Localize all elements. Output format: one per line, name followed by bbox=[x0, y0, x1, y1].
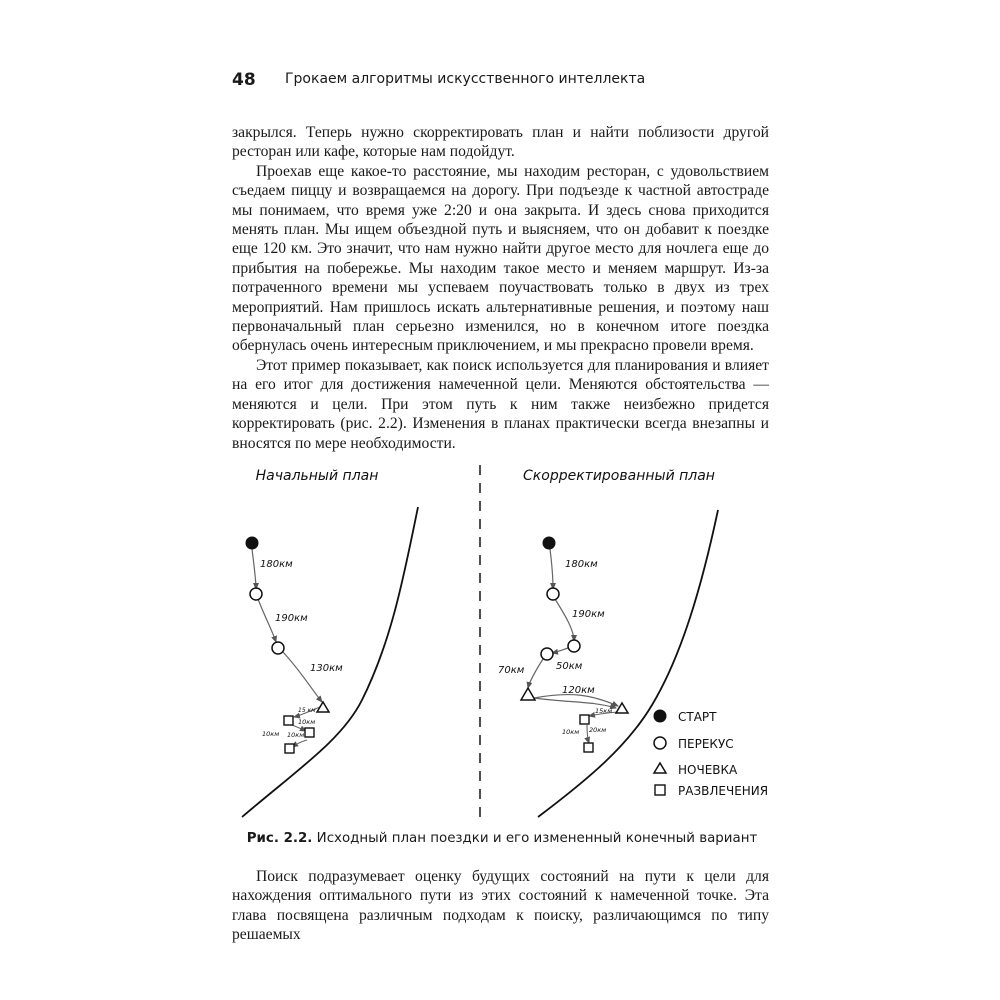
paragraph: Поиск подразумевает оценку будущих состояний на пути к цели для нахождения оптимального пути из этих состояний к намеченной точке. Эта глава посвящена различным подходам к поиску, различающимся по типу решаемых bbox=[232, 868, 769, 944]
distance-label: 15км bbox=[595, 707, 613, 715]
distance-label: 70км bbox=[498, 665, 525, 676]
left-edge bbox=[282, 651, 322, 702]
page-number: 48 bbox=[232, 70, 256, 90]
left-edge bbox=[258, 599, 276, 642]
distance-label: 130км bbox=[310, 663, 343, 674]
legend-entertainment-icon bbox=[655, 785, 665, 795]
distance-label: 180км bbox=[565, 559, 598, 570]
paragraph: закрылся. Теперь нужно скорректировать план и найти поблизости другой ресторан или кафе, которые нам подойдут. bbox=[232, 124, 769, 161]
distance-label: 10км bbox=[262, 730, 280, 738]
snack-node bbox=[250, 588, 262, 600]
right-edge bbox=[528, 659, 543, 688]
page-header bbox=[232, 70, 772, 92]
snack-node bbox=[272, 642, 284, 654]
paragraph: Этот пример показывает, как поиск используется для планирования и влияет на его итог для достижения намеченной цели. Меняются обстоятельства — меняются и цели. При этом путь к ним также неизбежно придется корректировать (рис. 2.2). Изменения в планах практически всегда внезапны и вносятся по мере необходимости. bbox=[232, 356, 769, 452]
overnight-node bbox=[616, 703, 628, 713]
distance-label: 20км bbox=[589, 726, 607, 734]
distance-label: 190км bbox=[275, 613, 308, 624]
running-title: Грокаем алгоритмы искусственного интеллекта bbox=[285, 71, 646, 87]
legend bbox=[654, 710, 769, 799]
paragraph: Проехав еще какое-то расстояние, мы находим ресторан, с удовольствием съедаем пиццу и возвращаемся на дорогу. При подъезде к частной автостраде мы понимаем, что время уже 2:20 и она закрыта. И здесь снова приходится менять план. Мы ищем объездной путь и выясняем, что он добавит к поездке еще 120 км. Это значит, что нам нужно найти другое место для ночлега еще до прибытия на побережье. Мы находим такое место и меняем маршрут. Из-за потраченного времени мы успеваем поучаствовать только в двух из трех мероприятий. Нам пришлось искать альтернативные решения, и поэтому наш первоначальный план серьезно изменился, но в конечном итоге поездка обернулась очень интересным приключением, и мы прекрасно провели время. bbox=[232, 162, 769, 355]
snack-node bbox=[541, 648, 553, 660]
figure-caption bbox=[232, 831, 772, 846]
start-node bbox=[246, 537, 259, 550]
start-node bbox=[543, 537, 556, 550]
distance-label: 10км bbox=[287, 731, 305, 739]
legend-overnight-label: НОЧЕВКА bbox=[678, 763, 738, 777]
distance-label: 120км bbox=[562, 685, 595, 696]
trip-plan-diagram bbox=[232, 455, 772, 825]
right-diagram-title: Скорректированный план bbox=[523, 468, 715, 484]
caption-label: Рис. 2.2. bbox=[246, 831, 313, 846]
left-edge bbox=[252, 549, 256, 589]
body-text-bottom bbox=[232, 867, 769, 945]
entertainment-node bbox=[284, 716, 293, 725]
distance-label: 190км bbox=[572, 609, 605, 620]
distance-label: 15 км bbox=[298, 707, 316, 714]
right-edge bbox=[534, 695, 618, 706]
legend-start-label: СТАРТ bbox=[678, 710, 717, 724]
right-edge bbox=[552, 648, 568, 653]
snack-node bbox=[568, 640, 580, 652]
legend-snack-icon bbox=[654, 737, 666, 749]
overnight-node bbox=[521, 688, 535, 700]
left-diagram-title: Начальный план bbox=[255, 468, 379, 484]
entertainment-node bbox=[285, 744, 294, 753]
entertainment-node bbox=[305, 728, 314, 737]
left-coastline bbox=[242, 507, 418, 817]
legend-start-icon bbox=[654, 710, 667, 723]
entertainment-node bbox=[584, 743, 593, 752]
right-edge bbox=[555, 599, 574, 641]
body-text-top bbox=[232, 123, 769, 453]
entertainment-node bbox=[580, 715, 589, 724]
caption-text: Исходный план поездки и его измененный конечный вариант bbox=[316, 831, 758, 846]
legend-overnight-icon bbox=[654, 763, 666, 773]
figure-2-2 bbox=[232, 455, 772, 825]
legend-entertainment-label: РАЗВЛЕЧЕНИЯ bbox=[678, 784, 769, 798]
right-edge bbox=[550, 549, 553, 589]
distance-label: 180км bbox=[260, 559, 293, 570]
snack-node bbox=[547, 588, 559, 600]
legend-snack-label: ПЕРЕКУС bbox=[678, 737, 734, 751]
distance-label: 50км bbox=[556, 661, 583, 672]
distance-label: 10км bbox=[562, 728, 580, 736]
distance-label: 10км bbox=[298, 718, 316, 726]
